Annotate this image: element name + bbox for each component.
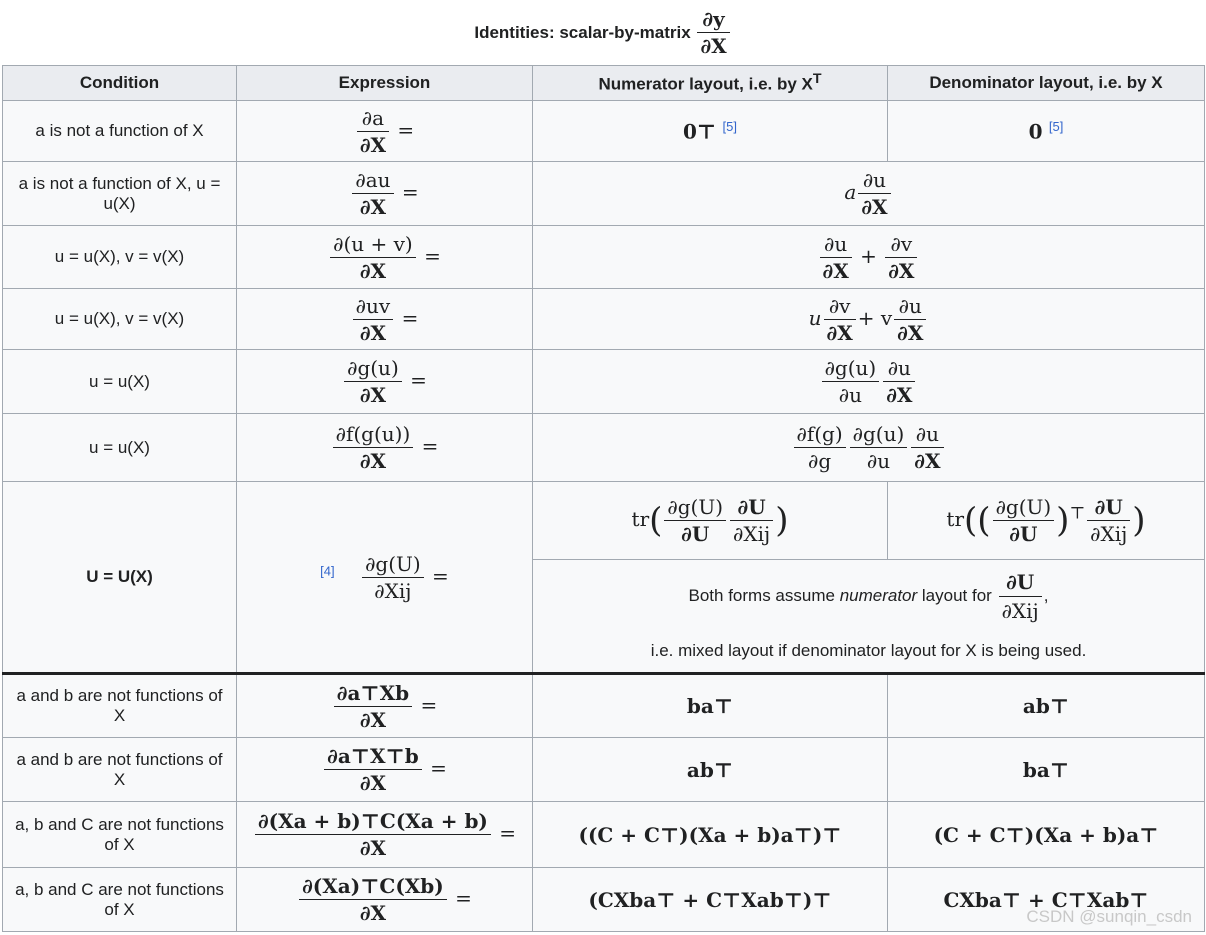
- expression-cell: [4] $\frac{\partial g(U)}{\text{∂Xij}}$ =: [237, 482, 533, 674]
- table-row: [3, 802, 1205, 868]
- numerator-cell: ((C + C⊤)(Xa + b)a⊤)⊤: [533, 802, 888, 868]
- denominator-cell: ba⊤: [888, 738, 1205, 802]
- denominator-cell: (C + C⊤)(Xa + b)a⊤: [888, 802, 1205, 868]
- table-row: [3, 868, 1205, 932]
- expression-cell: $\frac{\partial(Xa)⊤C(Xb)}{\partial X}$ =: [237, 868, 533, 932]
- condition-cell: a is not a function of X, u = u(X): [3, 162, 237, 226]
- table-row: [3, 101, 1205, 162]
- table-row: [3, 350, 1205, 414]
- expression-cell: $\frac{\partial(Xa + b)⊤C(Xa + b)}{\partial X}$ =: [237, 802, 533, 868]
- table-row: [3, 414, 1205, 482]
- numerator-cell: ab⊤: [533, 738, 888, 802]
- numerator-cell: 0⊤ [5]: [533, 101, 888, 162]
- reference-link[interactable]: [4]: [320, 562, 335, 578]
- expression-cell: $\frac{\partial a}{\partial X}$ =: [237, 101, 533, 162]
- table-row: [3, 226, 1205, 289]
- header-numerator: Numerator layout, i.e. by $X^T$: [533, 66, 888, 101]
- table-row: [3, 738, 1205, 802]
- condition-cell: u = u(X), v = v(X): [3, 289, 237, 350]
- denominator-cell: ab⊤: [888, 674, 1205, 738]
- condition-cell: a and b are not functions of X: [3, 738, 237, 802]
- denominator-cell: 0 [5]: [888, 101, 1205, 162]
- condition-cell: a, b and C are not functions of X: [3, 868, 237, 932]
- layout-note-cell: Both forms assume numerator layout for $\frac{\partial U}{\text{∂Xij}}$ , i.e. mixed layout if denominator layout for X is being used.: [533, 560, 1205, 674]
- condition-cell: U = U(X): [3, 482, 237, 674]
- expression-cell: $\frac{\partial uv}{\partial X}$ =: [237, 289, 533, 350]
- denominator-cell: CXba⊤ + C⊤Xab⊤: [888, 868, 1205, 932]
- header-row: [3, 66, 1205, 101]
- numerator-cell: (CXba⊤ + C⊤Xab⊤)⊤: [533, 868, 888, 932]
- table-caption: [0, 0, 1206, 65]
- table-row: [3, 162, 1205, 226]
- watermark: CSDN @sunqin_csdn: [1026, 907, 1192, 926]
- caption-text: Identities: scalar-by-matrix: [474, 22, 691, 42]
- expression-cell: $\frac{\partial a⊤Xb}{\partial X}$ =: [237, 674, 533, 738]
- identities-table: [2, 65, 1205, 932]
- caption-fraction: $\frac{\partial y}{\partial X}$: [697, 7, 729, 58]
- result-cell: $\frac{\partial u}{\partial X}$ + $\frac{\partial v}{\partial X}$: [533, 226, 1205, 289]
- numerator-cell: tr( $\frac{\partial g(U)}{\partial U}$ $\frac{\partial U}{\text{∂Xij}}$ ): [533, 482, 888, 560]
- numerator-cell: ba⊤: [533, 674, 888, 738]
- expression-cell: $\frac{\partial g(u)}{\partial X}$ =: [237, 350, 533, 414]
- condition-cell: a and b are not functions of X: [3, 674, 237, 738]
- table-row: [3, 482, 1205, 560]
- table-row: [3, 289, 1205, 350]
- header-condition: Condition: [3, 66, 237, 101]
- header-denominator: Denominator layout, i.e. by X: [888, 66, 1205, 101]
- condition-cell: u = u(X): [3, 414, 237, 482]
- expression-cell: $\frac{\partial a⊤X⊤b}{\partial X}$ =: [237, 738, 533, 802]
- condition-cell: a is not a function of X: [3, 101, 237, 162]
- header-expression: Expression: [237, 66, 533, 101]
- expression-cell: $\frac{\partial f(g(u))}{\partial X}$ =: [237, 414, 533, 482]
- expression-cell: $\frac{\partial(u + v)}{\partial X}$ =: [237, 226, 533, 289]
- result-cell: u $\frac{\partial v}{\partial X}$ + v $\frac{\partial u}{\partial X}$: [533, 289, 1205, 350]
- result-cell: $\frac{\partial f(g)}{\partial g}$ $\frac{\partial g(u)}{\partial u}$ $\frac{\partial u}{\partial X}$: [533, 414, 1205, 482]
- reference-link[interactable]: [5]: [1048, 118, 1064, 134]
- expression-cell: $\frac{\partial au}{\partial X}$ =: [237, 162, 533, 226]
- condition-cell: a, b and C are not functions of X: [3, 802, 237, 868]
- reference-link[interactable]: [5]: [722, 118, 737, 134]
- result-cell: $\frac{\partial g(u)}{\partial u}$ $\frac{\partial u}{\partial X}$: [533, 350, 1205, 414]
- condition-cell: u = u(X), v = v(X): [3, 226, 237, 289]
- condition-cell: u = u(X): [3, 350, 237, 414]
- result-cell: a $\frac{\partial u}{\partial X}$: [533, 162, 1205, 226]
- denominator-cell: tr(( $\frac{\partial g(U)}{\partial U}$ )⊤ $\frac{\partial U}{\text{∂Xij}}$ ): [888, 482, 1205, 560]
- table-row: [3, 674, 1205, 738]
